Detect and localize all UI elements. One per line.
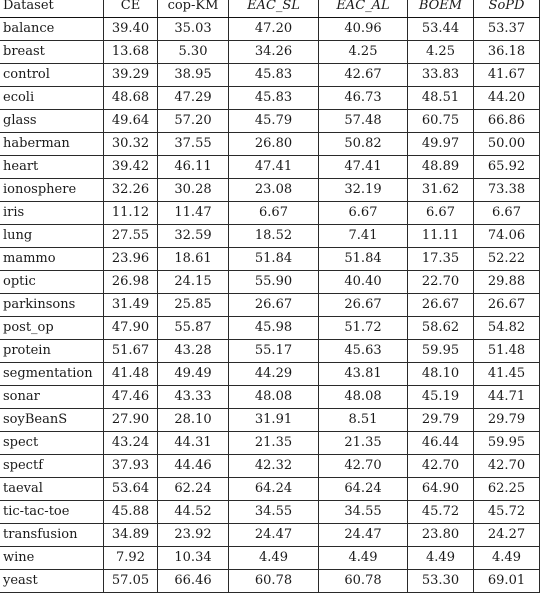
cell-boem: 45.72 bbox=[408, 501, 474, 524]
cell-dataset: wine bbox=[0, 547, 104, 570]
cell-cop-km: 47.29 bbox=[158, 87, 229, 110]
cell-eac-al: 21.35 bbox=[319, 432, 408, 455]
cell-sopd: 6.67 bbox=[474, 202, 540, 225]
cell-sopd: 62.25 bbox=[474, 478, 540, 501]
cell-eac-al: 42.67 bbox=[319, 64, 408, 87]
cell-ce: 31.49 bbox=[104, 294, 158, 317]
cell-sopd: 44.71 bbox=[474, 386, 540, 409]
cell-ce: 41.48 bbox=[104, 363, 158, 386]
cell-dataset: balance bbox=[0, 18, 104, 41]
cell-boem: 33.83 bbox=[408, 64, 474, 87]
cell-sopd: 59.95 bbox=[474, 432, 540, 455]
cell-boem: 46.44 bbox=[408, 432, 474, 455]
cell-dataset: optic bbox=[0, 271, 104, 294]
cell-boem: 23.80 bbox=[408, 524, 474, 547]
cell-dataset: segmentation bbox=[0, 363, 104, 386]
cell-eac-al: 32.19 bbox=[319, 179, 408, 202]
cell-ce: 47.90 bbox=[104, 317, 158, 340]
cell-ce: 53.64 bbox=[104, 478, 158, 501]
cell-eac-al: 26.67 bbox=[319, 294, 408, 317]
cell-eac-al: 48.08 bbox=[319, 386, 408, 409]
cell-eac-al: 4.49 bbox=[319, 547, 408, 570]
table-row bbox=[0, 87, 540, 110]
header-ce: CE bbox=[104, 0, 158, 18]
table-row bbox=[0, 248, 540, 271]
cell-cop-km: 46.11 bbox=[158, 156, 229, 179]
cell-eac-sl: 48.08 bbox=[229, 386, 319, 409]
cell-dataset: heart bbox=[0, 156, 104, 179]
table-row bbox=[0, 547, 540, 570]
cell-sopd: 65.92 bbox=[474, 156, 540, 179]
cell-cop-km: 43.28 bbox=[158, 340, 229, 363]
cell-dataset: post_op bbox=[0, 317, 104, 340]
header-eac-sl: EAC_SL bbox=[229, 0, 319, 18]
cell-eac-sl: 26.80 bbox=[229, 133, 319, 156]
cell-ce: 11.12 bbox=[104, 202, 158, 225]
cell-eac-al: 6.67 bbox=[319, 202, 408, 225]
cell-ce: 49.64 bbox=[104, 110, 158, 133]
cell-eac-al: 50.82 bbox=[319, 133, 408, 156]
cell-dataset: spect bbox=[0, 432, 104, 455]
cell-boem: 48.51 bbox=[408, 87, 474, 110]
cell-eac-al: 64.24 bbox=[319, 478, 408, 501]
cell-eac-sl: 18.52 bbox=[229, 225, 319, 248]
cell-ce: 39.40 bbox=[104, 18, 158, 41]
cell-sopd: 66.86 bbox=[474, 110, 540, 133]
cell-boem: 64.90 bbox=[408, 478, 474, 501]
cell-ce: 57.05 bbox=[104, 570, 158, 593]
cell-eac-sl: 31.91 bbox=[229, 409, 319, 432]
table-row bbox=[0, 156, 540, 179]
cell-dataset: glass bbox=[0, 110, 104, 133]
cell-sopd: 24.27 bbox=[474, 524, 540, 547]
cell-ce: 39.42 bbox=[104, 156, 158, 179]
cell-boem: 4.49 bbox=[408, 547, 474, 570]
header-eac-al: EAC_AL bbox=[319, 0, 408, 18]
cell-sopd: 36.18 bbox=[474, 41, 540, 64]
cell-ce: 7.92 bbox=[104, 547, 158, 570]
table-row bbox=[0, 271, 540, 294]
cell-dataset: ecoli bbox=[0, 87, 104, 110]
table-row bbox=[0, 41, 540, 64]
header-sopd: SoPD bbox=[474, 0, 540, 18]
cell-ce: 47.46 bbox=[104, 386, 158, 409]
table-row bbox=[0, 501, 540, 524]
cell-ce: 27.55 bbox=[104, 225, 158, 248]
cell-ce: 51.67 bbox=[104, 340, 158, 363]
cell-cop-km: 66.46 bbox=[158, 570, 229, 593]
cell-eac-sl: 26.67 bbox=[229, 294, 319, 317]
cell-boem: 42.70 bbox=[408, 455, 474, 478]
cell-ce: 23.96 bbox=[104, 248, 158, 271]
cell-ce: 48.68 bbox=[104, 87, 158, 110]
header-row bbox=[0, 0, 540, 18]
cell-eac-sl: 45.83 bbox=[229, 87, 319, 110]
cell-dataset: sonar bbox=[0, 386, 104, 409]
table-body bbox=[0, 18, 540, 593]
table-row bbox=[0, 294, 540, 317]
cell-dataset: mammo bbox=[0, 248, 104, 271]
cell-cop-km: 44.46 bbox=[158, 455, 229, 478]
table-row bbox=[0, 455, 540, 478]
cell-sopd: 26.67 bbox=[474, 294, 540, 317]
cell-eac-al: 45.63 bbox=[319, 340, 408, 363]
cell-eac-sl: 21.35 bbox=[229, 432, 319, 455]
cell-eac-sl: 45.83 bbox=[229, 64, 319, 87]
cell-eac-sl: 60.78 bbox=[229, 570, 319, 593]
cell-ce: 34.89 bbox=[104, 524, 158, 547]
cell-cop-km: 43.33 bbox=[158, 386, 229, 409]
cell-sopd: 29.79 bbox=[474, 409, 540, 432]
cell-dataset: ionosphere bbox=[0, 179, 104, 202]
cell-cop-km: 32.59 bbox=[158, 225, 229, 248]
cell-sopd: 41.45 bbox=[474, 363, 540, 386]
cell-eac-sl: 4.49 bbox=[229, 547, 319, 570]
table-row bbox=[0, 570, 540, 593]
cell-boem: 26.67 bbox=[408, 294, 474, 317]
cell-eac-al: 8.51 bbox=[319, 409, 408, 432]
cell-dataset: soyBeanS bbox=[0, 409, 104, 432]
cell-dataset: breast bbox=[0, 41, 104, 64]
cell-eac-al: 47.41 bbox=[319, 156, 408, 179]
cell-ce: 26.98 bbox=[104, 271, 158, 294]
cell-eac-al: 43.81 bbox=[319, 363, 408, 386]
cell-ce: 45.88 bbox=[104, 501, 158, 524]
cell-boem: 53.44 bbox=[408, 18, 474, 41]
cell-sopd: 69.01 bbox=[474, 570, 540, 593]
table-row bbox=[0, 317, 540, 340]
cell-eac-sl: 24.47 bbox=[229, 524, 319, 547]
header-cop-km: cop-KM bbox=[158, 0, 229, 18]
cell-sopd: 45.72 bbox=[474, 501, 540, 524]
cell-eac-sl: 51.84 bbox=[229, 248, 319, 271]
cell-sopd: 4.49 bbox=[474, 547, 540, 570]
cell-eac-al: 40.40 bbox=[319, 271, 408, 294]
cell-dataset: haberman bbox=[0, 133, 104, 156]
cell-cop-km: 35.03 bbox=[158, 18, 229, 41]
cell-sopd: 54.82 bbox=[474, 317, 540, 340]
cell-sopd: 42.70 bbox=[474, 455, 540, 478]
cell-cop-km: 23.92 bbox=[158, 524, 229, 547]
table-row bbox=[0, 432, 540, 455]
header-dataset: Dataset bbox=[0, 0, 104, 18]
table-row bbox=[0, 18, 540, 41]
cell-boem: 17.35 bbox=[408, 248, 474, 271]
cell-eac-sl: 6.67 bbox=[229, 202, 319, 225]
cell-eac-sl: 34.55 bbox=[229, 501, 319, 524]
cell-eac-sl: 45.98 bbox=[229, 317, 319, 340]
cell-dataset: yeast bbox=[0, 570, 104, 593]
cell-boem: 22.70 bbox=[408, 271, 474, 294]
cell-ce: 37.93 bbox=[104, 455, 158, 478]
table-row bbox=[0, 133, 540, 156]
cell-cop-km: 49.49 bbox=[158, 363, 229, 386]
header-boem: BOEM bbox=[408, 0, 474, 18]
cell-boem: 11.11 bbox=[408, 225, 474, 248]
cell-dataset: tic-tac-toe bbox=[0, 501, 104, 524]
cell-eac-al: 34.55 bbox=[319, 501, 408, 524]
cell-ce: 39.29 bbox=[104, 64, 158, 87]
cell-dataset: parkinsons bbox=[0, 294, 104, 317]
cell-eac-sl: 64.24 bbox=[229, 478, 319, 501]
cell-sopd: 41.67 bbox=[474, 64, 540, 87]
cell-eac-al: 7.41 bbox=[319, 225, 408, 248]
cell-boem: 29.79 bbox=[408, 409, 474, 432]
cell-cop-km: 57.20 bbox=[158, 110, 229, 133]
cell-dataset: iris bbox=[0, 202, 104, 225]
cell-cop-km: 5.30 bbox=[158, 41, 229, 64]
cell-boem: 49.97 bbox=[408, 133, 474, 156]
cell-boem: 48.10 bbox=[408, 363, 474, 386]
cell-boem: 53.30 bbox=[408, 570, 474, 593]
cell-cop-km: 30.28 bbox=[158, 179, 229, 202]
table-row bbox=[0, 179, 540, 202]
cell-eac-al: 51.72 bbox=[319, 317, 408, 340]
cell-cop-km: 10.34 bbox=[158, 547, 229, 570]
table-row bbox=[0, 478, 540, 501]
table-row bbox=[0, 110, 540, 133]
cell-dataset: control bbox=[0, 64, 104, 87]
cell-eac-al: 4.25 bbox=[319, 41, 408, 64]
cell-eac-sl: 47.41 bbox=[229, 156, 319, 179]
cell-cop-km: 11.47 bbox=[158, 202, 229, 225]
cell-sopd: 51.48 bbox=[474, 340, 540, 363]
table-row bbox=[0, 524, 540, 547]
cell-eac-al: 51.84 bbox=[319, 248, 408, 271]
cell-sopd: 73.38 bbox=[474, 179, 540, 202]
cell-eac-sl: 47.20 bbox=[229, 18, 319, 41]
cell-sopd: 53.37 bbox=[474, 18, 540, 41]
cell-sopd: 50.00 bbox=[474, 133, 540, 156]
cell-ce: 13.68 bbox=[104, 41, 158, 64]
cell-eac-al: 40.96 bbox=[319, 18, 408, 41]
cell-cop-km: 24.15 bbox=[158, 271, 229, 294]
cell-eac-sl: 42.32 bbox=[229, 455, 319, 478]
cell-dataset: lung bbox=[0, 225, 104, 248]
cell-eac-sl: 23.08 bbox=[229, 179, 319, 202]
cell-cop-km: 28.10 bbox=[158, 409, 229, 432]
cell-eac-al: 42.70 bbox=[319, 455, 408, 478]
cell-boem: 60.75 bbox=[408, 110, 474, 133]
cell-boem: 59.95 bbox=[408, 340, 474, 363]
cell-eac-sl: 45.79 bbox=[229, 110, 319, 133]
cell-sopd: 44.20 bbox=[474, 87, 540, 110]
cell-cop-km: 44.52 bbox=[158, 501, 229, 524]
cell-cop-km: 25.85 bbox=[158, 294, 229, 317]
table-row bbox=[0, 202, 540, 225]
cell-eac-sl: 34.26 bbox=[229, 41, 319, 64]
cell-eac-al: 57.48 bbox=[319, 110, 408, 133]
cell-eac-sl: 44.29 bbox=[229, 363, 319, 386]
cell-sopd: 74.06 bbox=[474, 225, 540, 248]
cell-boem: 6.67 bbox=[408, 202, 474, 225]
cell-cop-km: 62.24 bbox=[158, 478, 229, 501]
table-row bbox=[0, 340, 540, 363]
cell-ce: 27.90 bbox=[104, 409, 158, 432]
cell-boem: 58.62 bbox=[408, 317, 474, 340]
cell-boem: 31.62 bbox=[408, 179, 474, 202]
cell-ce: 32.26 bbox=[104, 179, 158, 202]
cell-sopd: 52.22 bbox=[474, 248, 540, 271]
table-row bbox=[0, 409, 540, 432]
cell-eac-al: 24.47 bbox=[319, 524, 408, 547]
cell-eac-al: 46.73 bbox=[319, 87, 408, 110]
cell-sopd: 29.88 bbox=[474, 271, 540, 294]
cell-ce: 30.32 bbox=[104, 133, 158, 156]
cell-eac-sl: 55.17 bbox=[229, 340, 319, 363]
cell-cop-km: 18.61 bbox=[158, 248, 229, 271]
cell-eac-al: 60.78 bbox=[319, 570, 408, 593]
cell-dataset: spectf bbox=[0, 455, 104, 478]
cell-boem: 48.89 bbox=[408, 156, 474, 179]
cell-boem: 45.19 bbox=[408, 386, 474, 409]
cell-cop-km: 44.31 bbox=[158, 432, 229, 455]
cell-cop-km: 37.55 bbox=[158, 133, 229, 156]
table-row bbox=[0, 225, 540, 248]
table-row bbox=[0, 386, 540, 409]
cell-eac-sl: 55.90 bbox=[229, 271, 319, 294]
cell-cop-km: 38.95 bbox=[158, 64, 229, 87]
cell-cop-km: 55.87 bbox=[158, 317, 229, 340]
table-row bbox=[0, 363, 540, 386]
cell-dataset: transfusion bbox=[0, 524, 104, 547]
table-row bbox=[0, 64, 540, 87]
cell-dataset: taeval bbox=[0, 478, 104, 501]
cell-boem: 4.25 bbox=[408, 41, 474, 64]
cell-ce: 43.24 bbox=[104, 432, 158, 455]
cell-dataset: protein bbox=[0, 340, 104, 363]
